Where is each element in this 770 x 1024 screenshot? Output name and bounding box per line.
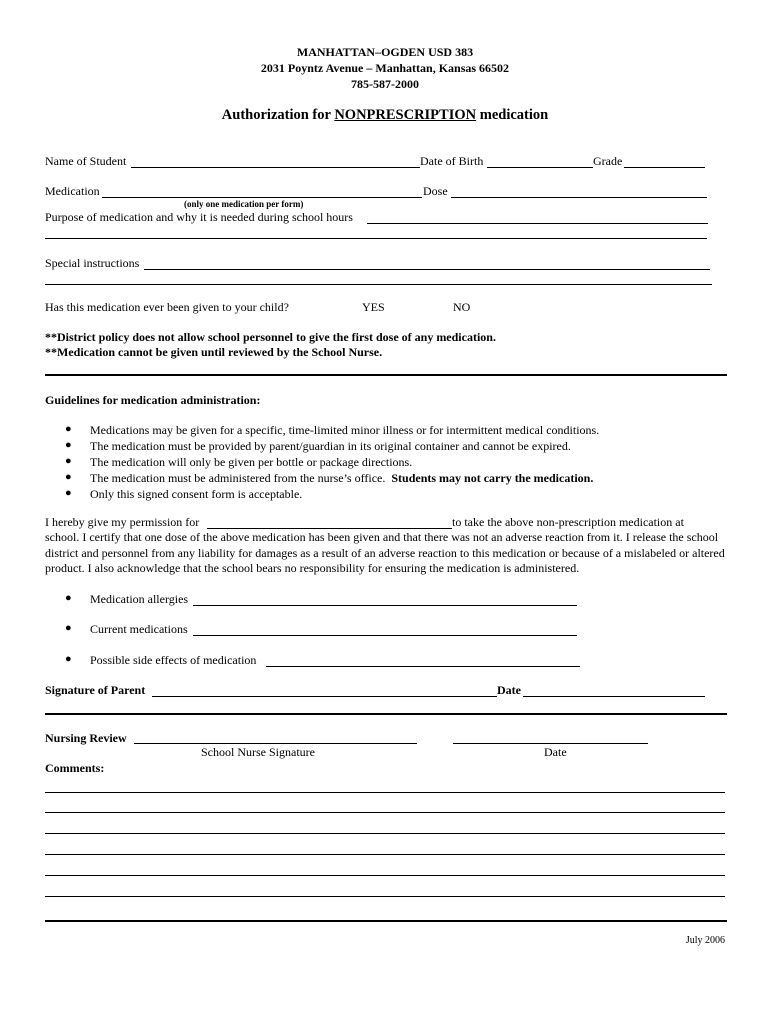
dose-label: Dose — [423, 184, 448, 198]
bullet-icon: ● — [65, 592, 72, 604]
guidelines-heading: Guidelines for medication administration: — [45, 393, 261, 407]
comments-line[interactable] — [45, 792, 725, 793]
purpose-field-line-2[interactable] — [45, 238, 707, 239]
guideline-item: The medication will only be given per bottle or package directions. — [90, 455, 413, 469]
guideline-item: The medication must be administered from the nurse’s office. Students may not carry the medication. — [90, 471, 594, 485]
consent-paragraph: school. I certify that one dose of the above medication has been given and that there was not an adverse reaction from it. I release the school district and personnel from any liability for damages as a result of an adverse reaction to this medication or because of a mislabeled or altered product. I also acknowledge that the school bears no responsibility for ensuring the medication is administered. — [45, 530, 725, 576]
given-before-question: Has this medication ever been given to your child? — [45, 300, 289, 314]
medication-label: Medication — [45, 184, 100, 198]
section-divider — [45, 920, 727, 922]
form-title: Authorization for NONPRESCRIPTION medication — [221, 107, 549, 123]
comments-line[interactable] — [45, 875, 725, 876]
bullet-icon: ● — [65, 439, 72, 451]
nurse-date-field[interactable] — [453, 743, 648, 744]
district-address: 2031 Poyntz Avenue – Manhattan, Kansas 66502 — [260, 61, 510, 75]
parent-signature-field[interactable] — [152, 696, 497, 697]
yes-option[interactable]: YES — [362, 300, 385, 314]
parent-date-label: Date — [497, 683, 521, 697]
comments-line[interactable] — [45, 812, 725, 813]
guideline-item: The medication must be provided by parent/guardian in its original container and cannot be expired. — [90, 439, 571, 453]
guideline-item: Only this signed consent form is acceptable. — [90, 487, 303, 501]
bullet-icon: ● — [65, 423, 72, 435]
student-name-field[interactable] — [131, 167, 420, 168]
special-instructions-field-line-2[interactable] — [45, 284, 712, 285]
nurse-date-caption: Date — [544, 745, 567, 759]
parent-date-field[interactable] — [523, 696, 705, 697]
allergies-label: Medication allergies — [90, 592, 189, 606]
district-name: MANHATTAN–OGDEN USD 383 — [296, 45, 474, 59]
bullet-icon: ● — [65, 455, 72, 467]
medication-field[interactable] — [102, 197, 422, 198]
allergies-field[interactable] — [193, 605, 577, 606]
side-effects-label: Possible side effects of medication — [90, 653, 257, 667]
side-effects-field[interactable] — [266, 666, 580, 667]
one-medication-note: (only one medication per form) — [184, 199, 304, 209]
dob-label: Date of Birth — [420, 154, 484, 168]
nursing-review-label: Nursing Review — [45, 731, 127, 745]
special-instructions-label: Special instructions — [45, 256, 140, 270]
student-name-label: Name of Student — [45, 154, 127, 168]
comments-line[interactable] — [45, 896, 725, 897]
revision-date: July 2006 — [685, 935, 725, 946]
section-divider — [45, 713, 727, 715]
bullet-icon: ● — [65, 653, 72, 665]
comments-line[interactable] — [45, 833, 725, 834]
guideline-item: Medications may be given for a specific, time-limited minor illness or for intermittent medical conditions. — [90, 423, 600, 437]
consent-continuation: to take the above non-prescription medication at — [452, 515, 684, 529]
nurse-signature-caption: School Nurse Signature — [201, 745, 315, 759]
bullet-icon: ● — [65, 622, 72, 634]
current-medications-field[interactable] — [193, 635, 577, 636]
no-option[interactable]: NO — [453, 300, 471, 314]
comments-line[interactable] — [45, 854, 725, 855]
policy-nurse-review: **Medication cannot be given until reviewed by the School Nurse. — [45, 345, 383, 359]
special-instructions-field[interactable] — [144, 269, 710, 270]
policy-first-dose: **District policy does not allow school personnel to give the first dose of any medication. — [45, 330, 496, 344]
purpose-label: Purpose of medication and why it is needed during school hours — [45, 210, 353, 224]
permission-student-field[interactable] — [207, 528, 452, 529]
current-medications-label: Current medications — [90, 622, 188, 636]
bullet-icon: ● — [65, 471, 72, 483]
parent-signature-label: Signature of Parent — [45, 683, 146, 697]
purpose-field[interactable] — [367, 223, 708, 224]
comments-label: Comments: — [45, 761, 105, 775]
dose-field[interactable] — [451, 197, 707, 198]
grade-field[interactable] — [624, 167, 705, 168]
grade-label: Grade — [593, 154, 623, 168]
dob-field[interactable] — [487, 167, 593, 168]
nurse-signature-field[interactable] — [134, 743, 417, 744]
section-divider — [45, 374, 727, 376]
bullet-icon: ● — [65, 487, 72, 499]
consent-start: I hereby give my permission for — [45, 515, 200, 529]
district-phone: 785-587-2000 — [351, 77, 419, 91]
